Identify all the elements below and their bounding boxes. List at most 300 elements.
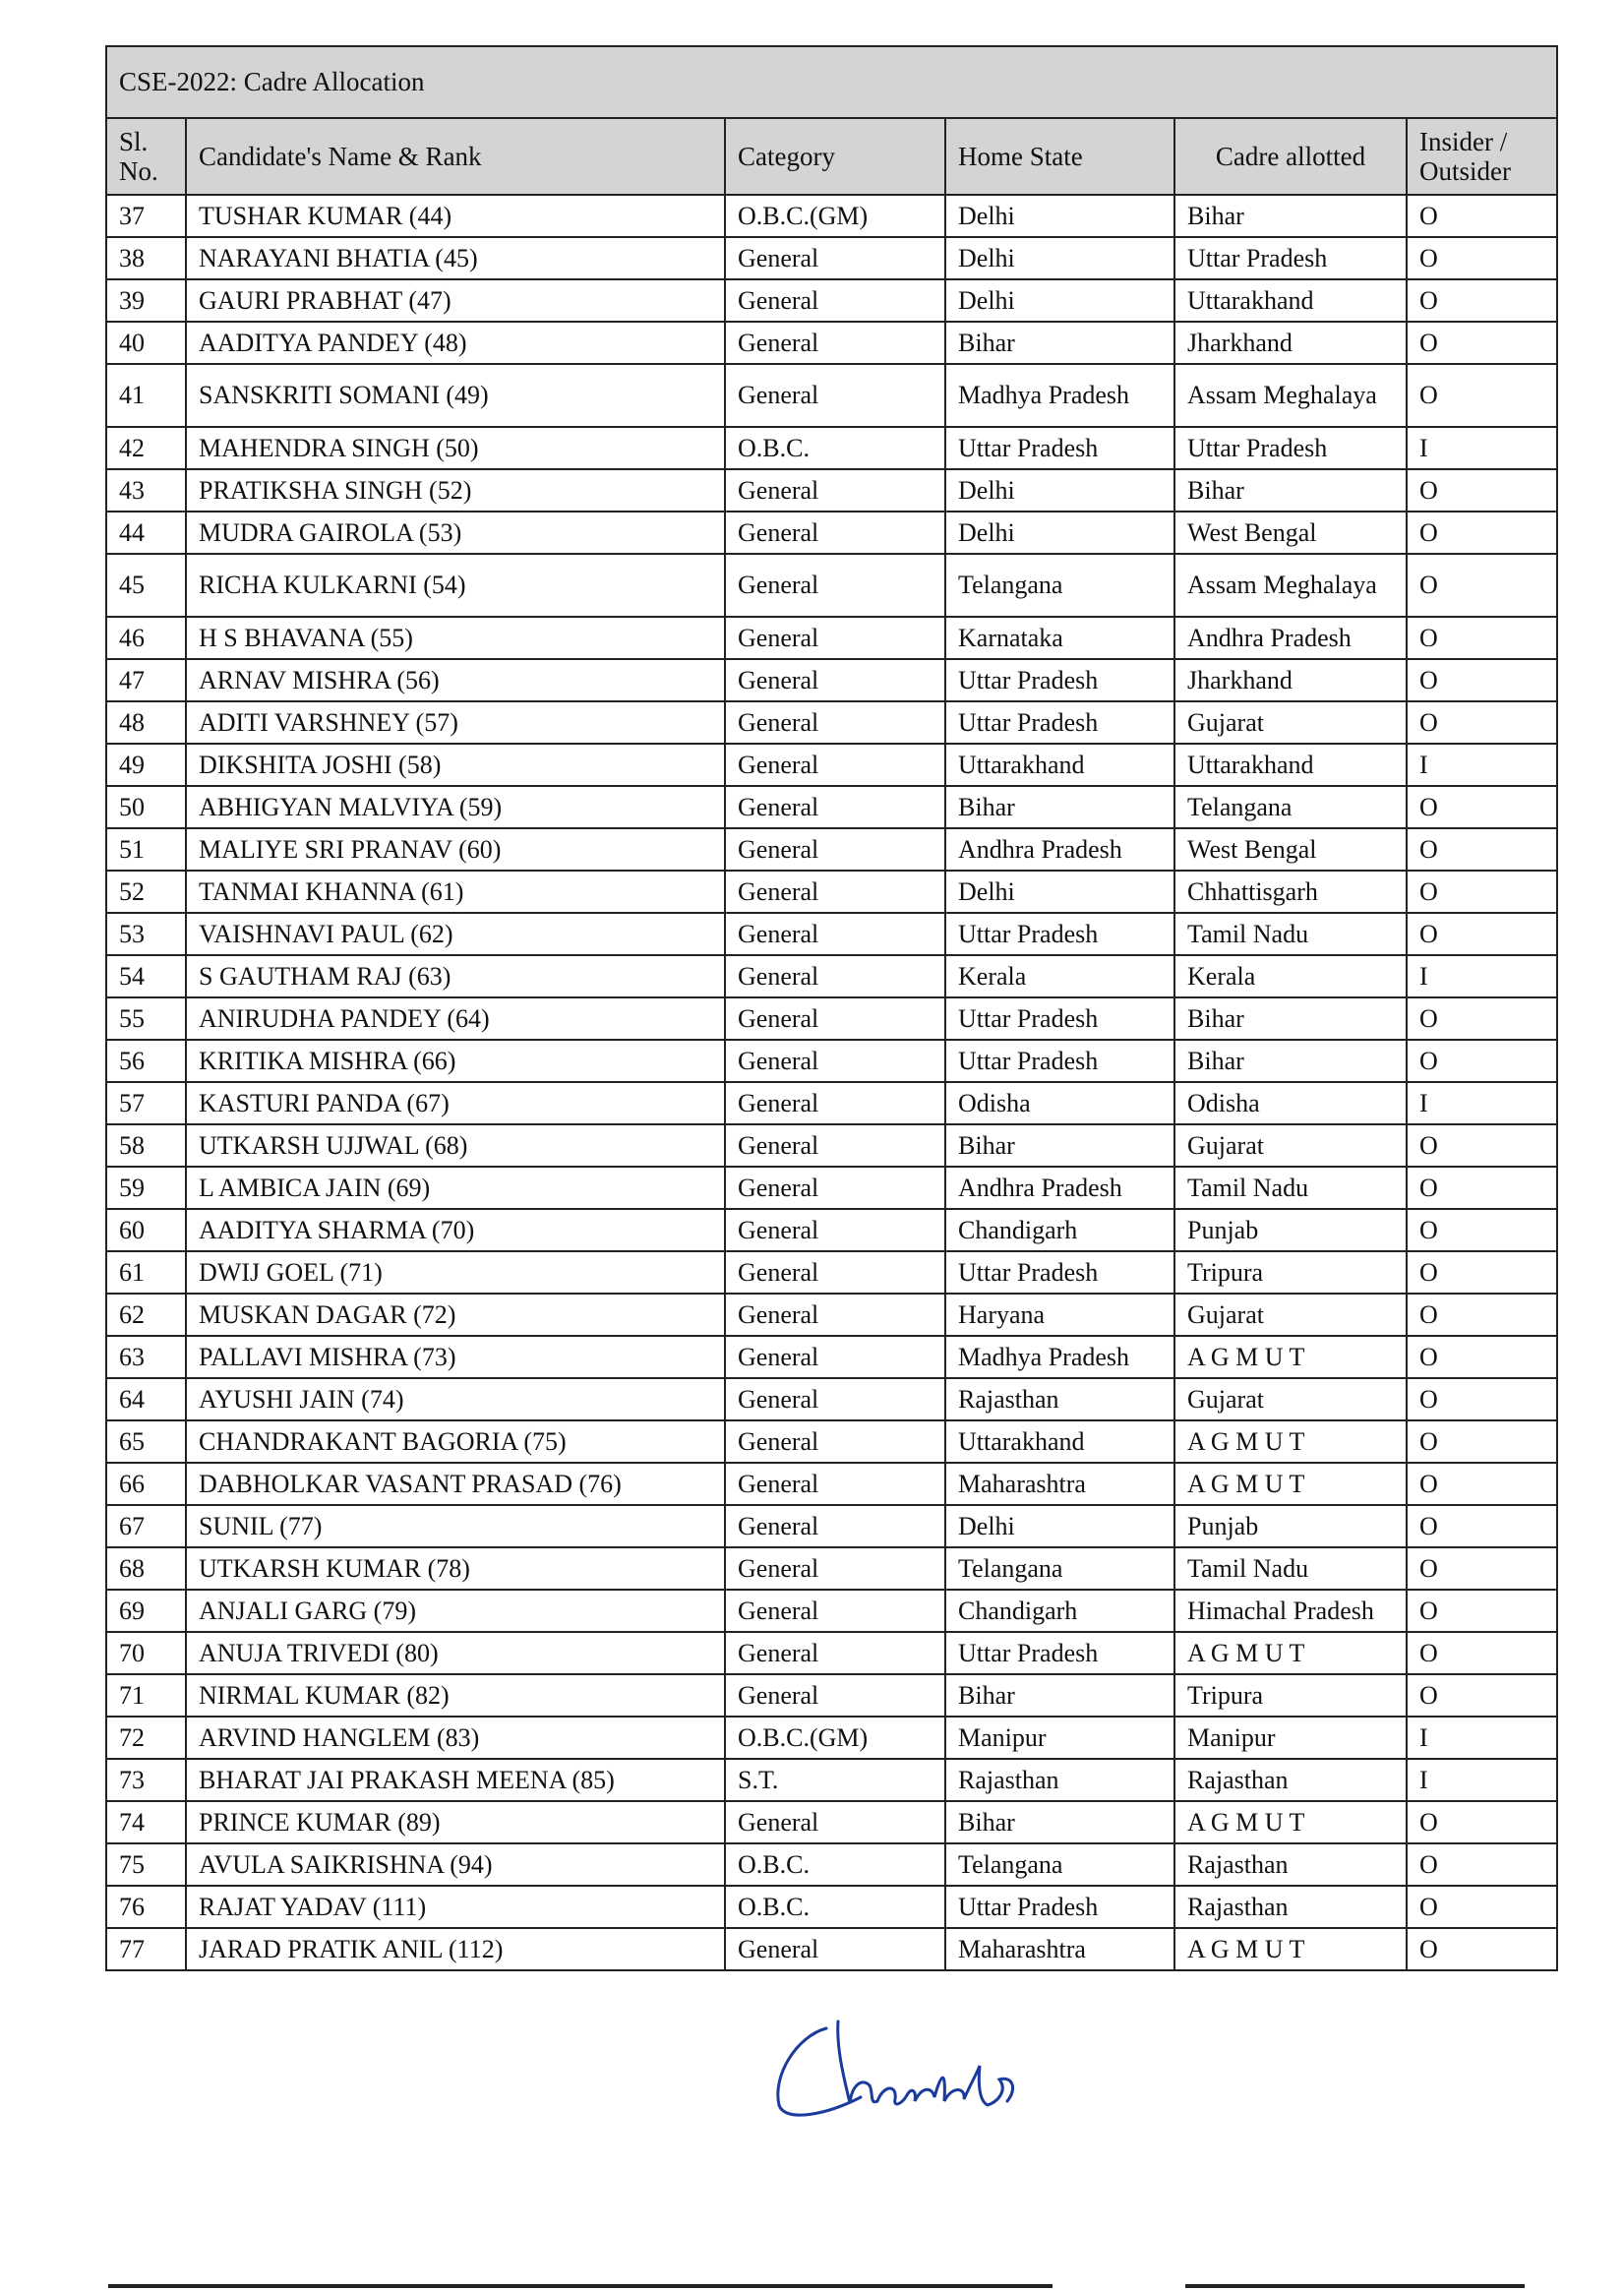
cadre-allotted-cell: Himachal Pradesh <box>1174 1590 1407 1632</box>
insider-outsider-cell: O <box>1407 1420 1557 1463</box>
table-row <box>106 786 1557 828</box>
sl-no-cell: 40 <box>106 322 186 364</box>
sl-no-cell: 54 <box>106 955 186 997</box>
table-row <box>106 828 1557 871</box>
home-state-cell: Uttar Pradesh <box>945 701 1174 744</box>
sl-no-cell: 69 <box>106 1590 186 1632</box>
footer-rule <box>108 2284 1053 2288</box>
table-row <box>106 1463 1557 1505</box>
sl-no-cell: 52 <box>106 871 186 913</box>
table-row <box>106 1505 1557 1547</box>
table-row <box>106 1674 1557 1717</box>
home-state-cell: Bihar <box>945 322 1174 364</box>
table-row <box>106 1378 1557 1420</box>
home-state-cell: Maharashtra <box>945 1463 1174 1505</box>
sl-no-cell: 41 <box>106 364 186 427</box>
home-state-cell: Uttar Pradesh <box>945 1040 1174 1082</box>
category-cell: General <box>725 237 945 279</box>
header-candidate-name: Candidate's Name & Rank <box>186 118 725 195</box>
sl-no-cell: 55 <box>106 997 186 1040</box>
table-row <box>106 1843 1557 1886</box>
category-cell: General <box>725 512 945 554</box>
category-cell: General <box>725 1124 945 1167</box>
candidate-name-cell: RICHA KULKARNI (54) <box>186 554 725 617</box>
cadre-allotted-cell: Jharkhand <box>1174 322 1407 364</box>
cadre-allotted-cell: Gujarat <box>1174 1294 1407 1336</box>
insider-outsider-cell: O <box>1407 1505 1557 1547</box>
insider-outsider-cell: O <box>1407 512 1557 554</box>
candidate-name-cell: CHANDRAKANT BAGORIA (75) <box>186 1420 725 1463</box>
candidate-name-cell: VAISHNAVI PAUL (62) <box>186 913 725 955</box>
insider-outsider-cell: I <box>1407 744 1557 786</box>
insider-outsider-cell: O <box>1407 997 1557 1040</box>
sl-no-cell: 42 <box>106 427 186 469</box>
insider-outsider-cell: O <box>1407 1167 1557 1209</box>
table-row <box>106 1167 1557 1209</box>
cadre-allotted-cell: Gujarat <box>1174 1378 1407 1420</box>
cadre-allotted-cell: Punjab <box>1174 1505 1407 1547</box>
table-row <box>106 1294 1557 1336</box>
sl-no-cell: 37 <box>106 195 186 237</box>
cadre-allotted-cell: West Bengal <box>1174 512 1407 554</box>
home-state-cell: Maharashtra <box>945 1928 1174 1970</box>
sl-no-cell: 48 <box>106 701 186 744</box>
category-cell: General <box>725 617 945 659</box>
category-cell: O.B.C. <box>725 427 945 469</box>
cadre-allocation-table <box>105 45 1558 1971</box>
cadre-allotted-cell: Bihar <box>1174 997 1407 1040</box>
candidate-name-cell: L AMBICA JAIN (69) <box>186 1167 725 1209</box>
sl-no-cell: 38 <box>106 237 186 279</box>
table-row <box>106 1928 1557 1970</box>
home-state-cell: Delhi <box>945 1505 1174 1547</box>
cadre-allotted-cell: Tamil Nadu <box>1174 913 1407 955</box>
header-insider-outsider: Insider / Outsider <box>1407 118 1557 195</box>
category-cell: General <box>725 786 945 828</box>
table-row <box>106 512 1557 554</box>
cadre-allotted-cell: A G M U T <box>1174 1632 1407 1674</box>
home-state-cell: Rajasthan <box>945 1759 1174 1801</box>
cadre-allotted-cell: Rajasthan <box>1174 1843 1407 1886</box>
table-row <box>106 364 1557 427</box>
table-row <box>106 1717 1557 1759</box>
home-state-cell: Delhi <box>945 469 1174 512</box>
home-state-cell: Chandigarh <box>945 1209 1174 1251</box>
cadre-allotted-cell: Andhra Pradesh <box>1174 617 1407 659</box>
category-cell: General <box>725 1167 945 1209</box>
header-cadre-allotted: Cadre allotted <box>1174 118 1407 195</box>
table-row <box>106 279 1557 322</box>
sl-no-cell: 53 <box>106 913 186 955</box>
table-row <box>106 955 1557 997</box>
insider-outsider-cell: O <box>1407 1463 1557 1505</box>
home-state-cell: Uttar Pradesh <box>945 913 1174 955</box>
sl-no-cell: 67 <box>106 1505 186 1547</box>
cadre-allotted-cell: Assam Meghalaya <box>1174 554 1407 617</box>
insider-outsider-cell: I <box>1407 955 1557 997</box>
insider-outsider-cell: O <box>1407 1336 1557 1378</box>
footer-rule <box>1185 2284 1525 2288</box>
cadre-allotted-cell: Uttar Pradesh <box>1174 237 1407 279</box>
sl-no-cell: 57 <box>106 1082 186 1124</box>
sl-no-cell: 70 <box>106 1632 186 1674</box>
insider-outsider-cell: O <box>1407 1632 1557 1674</box>
category-cell: O.B.C.(GM) <box>725 195 945 237</box>
sl-no-cell: 75 <box>106 1843 186 1886</box>
home-state-cell: Manipur <box>945 1717 1174 1759</box>
cadre-allotted-cell: Tamil Nadu <box>1174 1547 1407 1590</box>
sl-no-cell: 61 <box>106 1251 186 1294</box>
home-state-cell: Kerala <box>945 955 1174 997</box>
candidate-name-cell: SUNIL (77) <box>186 1505 725 1547</box>
sl-no-cell: 72 <box>106 1717 186 1759</box>
candidate-name-cell: KASTURI PANDA (67) <box>186 1082 725 1124</box>
insider-outsider-cell: I <box>1407 427 1557 469</box>
home-state-cell: Uttarakhand <box>945 1420 1174 1463</box>
header-home-state: Home State <box>945 118 1174 195</box>
sl-no-cell: 51 <box>106 828 186 871</box>
category-cell: General <box>725 469 945 512</box>
candidate-name-cell: TUSHAR KUMAR (44) <box>186 195 725 237</box>
cadre-allotted-cell: Odisha <box>1174 1082 1407 1124</box>
candidate-name-cell: KRITIKA MISHRA (66) <box>186 1040 725 1082</box>
cadre-allotted-cell: Tamil Nadu <box>1174 1167 1407 1209</box>
table-row <box>106 1040 1557 1082</box>
candidate-name-cell: ANIRUDHA PANDEY (64) <box>186 997 725 1040</box>
category-cell: General <box>725 1801 945 1843</box>
candidate-name-cell: ANUJA TRIVEDI (80) <box>186 1632 725 1674</box>
category-cell: O.B.C. <box>725 1843 945 1886</box>
sl-no-cell: 50 <box>106 786 186 828</box>
category-cell: General <box>725 1420 945 1463</box>
signature-image <box>767 2007 1062 2135</box>
cadre-allotted-cell: Jharkhand <box>1174 659 1407 701</box>
home-state-cell: Andhra Pradesh <box>945 828 1174 871</box>
category-cell: O.B.C.(GM) <box>725 1717 945 1759</box>
category-cell: General <box>725 1590 945 1632</box>
candidate-name-cell: JARAD PRATIK ANIL (112) <box>186 1928 725 1970</box>
insider-outsider-cell: I <box>1407 1759 1557 1801</box>
candidate-name-cell: DIKSHITA JOSHI (58) <box>186 744 725 786</box>
candidate-name-cell: UTKARSH KUMAR (78) <box>186 1547 725 1590</box>
cadre-allotted-cell: Bihar <box>1174 1040 1407 1082</box>
category-cell: General <box>725 1294 945 1336</box>
sl-no-cell: 74 <box>106 1801 186 1843</box>
insider-outsider-cell: O <box>1407 1674 1557 1717</box>
table-row <box>106 1759 1557 1801</box>
candidate-name-cell: RAJAT YADAV (111) <box>186 1886 725 1928</box>
table-body <box>106 195 1557 1970</box>
table-row <box>106 913 1557 955</box>
table-row <box>106 997 1557 1040</box>
candidate-name-cell: H S BHAVANA (55) <box>186 617 725 659</box>
candidate-name-cell: NARAYANI BHATIA (45) <box>186 237 725 279</box>
candidate-name-cell: ARNAV MISHRA (56) <box>186 659 725 701</box>
sl-no-cell: 44 <box>106 512 186 554</box>
category-cell: General <box>725 871 945 913</box>
candidate-name-cell: PRINCE KUMAR (89) <box>186 1801 725 1843</box>
table-row <box>106 1590 1557 1632</box>
table-row <box>106 1336 1557 1378</box>
candidate-name-cell: TANMAI KHANNA (61) <box>186 871 725 913</box>
insider-outsider-cell: O <box>1407 1378 1557 1420</box>
candidate-name-cell: NIRMAL KUMAR (82) <box>186 1674 725 1717</box>
home-state-cell: Bihar <box>945 1124 1174 1167</box>
cadre-allotted-cell: Manipur <box>1174 1717 1407 1759</box>
category-cell: General <box>725 659 945 701</box>
sl-no-cell: 68 <box>106 1547 186 1590</box>
category-cell: General <box>725 1378 945 1420</box>
home-state-cell: Delhi <box>945 871 1174 913</box>
home-state-cell: Andhra Pradesh <box>945 1167 1174 1209</box>
table-title: CSE-2022: Cadre Allocation <box>106 46 1557 118</box>
category-cell: General <box>725 1209 945 1251</box>
home-state-cell: Karnataka <box>945 617 1174 659</box>
cadre-allotted-cell: Uttar Pradesh <box>1174 427 1407 469</box>
cadre-allotted-cell: Rajasthan <box>1174 1759 1407 1801</box>
table-row <box>106 469 1557 512</box>
insider-outsider-cell: O <box>1407 701 1557 744</box>
sl-no-cell: 76 <box>106 1886 186 1928</box>
sl-no-cell: 62 <box>106 1294 186 1336</box>
category-cell: O.B.C. <box>725 1886 945 1928</box>
insider-outsider-cell: O <box>1407 828 1557 871</box>
cadre-allotted-cell: A G M U T <box>1174 1801 1407 1843</box>
candidate-name-cell: AYUSHI JAIN (74) <box>186 1378 725 1420</box>
candidate-name-cell: SANSKRITI SOMANI (49) <box>186 364 725 427</box>
category-cell: General <box>725 1928 945 1970</box>
category-cell: General <box>725 1082 945 1124</box>
category-cell: S.T. <box>725 1759 945 1801</box>
candidate-name-cell: MALIYE SRI PRANAV (60) <box>186 828 725 871</box>
home-state-cell: Madhya Pradesh <box>945 1336 1174 1378</box>
home-state-cell: Telangana <box>945 554 1174 617</box>
candidate-name-cell: DABHOLKAR VASANT PRASAD (76) <box>186 1463 725 1505</box>
table-row <box>106 1082 1557 1124</box>
cadre-allotted-cell: Kerala <box>1174 955 1407 997</box>
insider-outsider-cell: O <box>1407 1124 1557 1167</box>
home-state-cell: Telangana <box>945 1547 1174 1590</box>
table-row <box>106 1632 1557 1674</box>
insider-outsider-cell: I <box>1407 1717 1557 1759</box>
candidate-name-cell: MUDRA GAIROLA (53) <box>186 512 725 554</box>
insider-outsider-cell: O <box>1407 871 1557 913</box>
home-state-cell: Telangana <box>945 1843 1174 1886</box>
insider-outsider-cell: O <box>1407 1251 1557 1294</box>
category-cell: General <box>725 1463 945 1505</box>
document-page <box>105 45 1556 1971</box>
candidate-name-cell: ANJALI GARG (79) <box>186 1590 725 1632</box>
sl-no-cell: 64 <box>106 1378 186 1420</box>
category-cell: General <box>725 1040 945 1082</box>
insider-outsider-cell: O <box>1407 1590 1557 1632</box>
cadre-allotted-cell: Bihar <box>1174 469 1407 512</box>
home-state-cell: Madhya Pradesh <box>945 364 1174 427</box>
category-cell: General <box>725 1674 945 1717</box>
home-state-cell: Rajasthan <box>945 1378 1174 1420</box>
category-cell: General <box>725 1632 945 1674</box>
home-state-cell: Delhi <box>945 237 1174 279</box>
insider-outsider-cell: O <box>1407 554 1557 617</box>
insider-outsider-cell: I <box>1407 1082 1557 1124</box>
cadre-allotted-cell: Gujarat <box>1174 701 1407 744</box>
home-state-cell: Uttar Pradesh <box>945 997 1174 1040</box>
cadre-allotted-cell: West Bengal <box>1174 828 1407 871</box>
sl-no-cell: 73 <box>106 1759 186 1801</box>
sl-no-cell: 65 <box>106 1420 186 1463</box>
table-row <box>106 659 1557 701</box>
table-row <box>106 554 1557 617</box>
category-cell: General <box>725 744 945 786</box>
insider-outsider-cell: O <box>1407 1547 1557 1590</box>
candidate-name-cell: AADITYA PANDEY (48) <box>186 322 725 364</box>
sl-no-cell: 71 <box>106 1674 186 1717</box>
cadre-allotted-cell: Uttarakhand <box>1174 279 1407 322</box>
insider-outsider-cell: O <box>1407 469 1557 512</box>
home-state-cell: Bihar <box>945 1801 1174 1843</box>
cadre-allotted-cell: Assam Meghalaya <box>1174 364 1407 427</box>
insider-outsider-cell: O <box>1407 659 1557 701</box>
category-cell: General <box>725 1547 945 1590</box>
cadre-allotted-cell: A G M U T <box>1174 1336 1407 1378</box>
category-cell: General <box>725 1505 945 1547</box>
sl-no-cell: 39 <box>106 279 186 322</box>
table-row <box>106 1251 1557 1294</box>
cadre-allotted-cell: Rajasthan <box>1174 1886 1407 1928</box>
home-state-cell: Delhi <box>945 512 1174 554</box>
candidate-name-cell: AADITYA SHARMA (70) <box>186 1209 725 1251</box>
insider-outsider-cell: O <box>1407 322 1557 364</box>
category-cell: General <box>725 955 945 997</box>
candidate-name-cell: DWIJ GOEL (71) <box>186 1251 725 1294</box>
cadre-allotted-cell: A G M U T <box>1174 1928 1407 1970</box>
insider-outsider-cell: O <box>1407 1843 1557 1886</box>
insider-outsider-cell: O <box>1407 1801 1557 1843</box>
home-state-cell: Delhi <box>945 195 1174 237</box>
insider-outsider-cell: O <box>1407 279 1557 322</box>
home-state-cell: Uttar Pradesh <box>945 427 1174 469</box>
table-row <box>106 1801 1557 1843</box>
insider-outsider-cell: O <box>1407 1040 1557 1082</box>
home-state-cell: Bihar <box>945 786 1174 828</box>
table-row <box>106 871 1557 913</box>
insider-outsider-cell: O <box>1407 617 1557 659</box>
cadre-allotted-cell: A G M U T <box>1174 1463 1407 1505</box>
table-row <box>106 1124 1557 1167</box>
candidate-name-cell: PRATIKSHA SINGH (52) <box>186 469 725 512</box>
sl-no-cell: 58 <box>106 1124 186 1167</box>
candidate-name-cell: ARVIND HANGLEM (83) <box>186 1717 725 1759</box>
table-row <box>106 1547 1557 1590</box>
header-sl-no: Sl. No. <box>106 118 186 195</box>
insider-outsider-cell: O <box>1407 913 1557 955</box>
table-row <box>106 1209 1557 1251</box>
cadre-allotted-cell: Bihar <box>1174 195 1407 237</box>
cadre-allotted-cell: Tripura <box>1174 1674 1407 1717</box>
cadre-allotted-cell: Uttarakhand <box>1174 744 1407 786</box>
category-cell: General <box>725 701 945 744</box>
table-row <box>106 744 1557 786</box>
candidate-name-cell: MAHENDRA SINGH (50) <box>186 427 725 469</box>
sl-no-cell: 77 <box>106 1928 186 1970</box>
table-row <box>106 1420 1557 1463</box>
category-cell: General <box>725 913 945 955</box>
table-row <box>106 427 1557 469</box>
home-state-cell: Uttar Pradesh <box>945 659 1174 701</box>
sl-no-cell: 46 <box>106 617 186 659</box>
table-row <box>106 701 1557 744</box>
home-state-cell: Delhi <box>945 279 1174 322</box>
home-state-cell: Odisha <box>945 1082 1174 1124</box>
insider-outsider-cell: O <box>1407 786 1557 828</box>
insider-outsider-cell: O <box>1407 364 1557 427</box>
category-cell: General <box>725 322 945 364</box>
sl-no-cell: 59 <box>106 1167 186 1209</box>
sl-no-cell: 60 <box>106 1209 186 1251</box>
insider-outsider-cell: O <box>1407 1294 1557 1336</box>
home-state-cell: Uttar Pradesh <box>945 1251 1174 1294</box>
candidate-name-cell: MUSKAN DAGAR (72) <box>186 1294 725 1336</box>
table-row <box>106 1886 1557 1928</box>
table-row <box>106 237 1557 279</box>
sl-no-cell: 49 <box>106 744 186 786</box>
cadre-allotted-cell: Chhattisgarh <box>1174 871 1407 913</box>
category-cell: General <box>725 364 945 427</box>
candidate-name-cell: PALLAVI MISHRA (73) <box>186 1336 725 1378</box>
candidate-name-cell: S GAUTHAM RAJ (63) <box>186 955 725 997</box>
cadre-allotted-cell: Tripura <box>1174 1251 1407 1294</box>
table-row <box>106 195 1557 237</box>
cadre-allotted-cell: Gujarat <box>1174 1124 1407 1167</box>
candidate-name-cell: GAURI PRABHAT (47) <box>186 279 725 322</box>
category-cell: General <box>725 279 945 322</box>
header-category: Category <box>725 118 945 195</box>
insider-outsider-cell: O <box>1407 1928 1557 1970</box>
sl-no-cell: 66 <box>106 1463 186 1505</box>
category-cell: General <box>725 828 945 871</box>
candidate-name-cell: UTKARSH UJJWAL (68) <box>186 1124 725 1167</box>
category-cell: General <box>725 1251 945 1294</box>
home-state-cell: Chandigarh <box>945 1590 1174 1632</box>
category-cell: General <box>725 1336 945 1378</box>
sl-no-cell: 45 <box>106 554 186 617</box>
sl-no-cell: 43 <box>106 469 186 512</box>
home-state-cell: Uttar Pradesh <box>945 1632 1174 1674</box>
sl-no-cell: 56 <box>106 1040 186 1082</box>
insider-outsider-cell: O <box>1407 1886 1557 1928</box>
cadre-allotted-cell: Punjab <box>1174 1209 1407 1251</box>
sl-no-cell: 47 <box>106 659 186 701</box>
candidate-name-cell: ADITI VARSHNEY (57) <box>186 701 725 744</box>
category-cell: General <box>725 554 945 617</box>
cadre-allotted-cell: A G M U T <box>1174 1420 1407 1463</box>
home-state-cell: Uttarakhand <box>945 744 1174 786</box>
home-state-cell: Bihar <box>945 1674 1174 1717</box>
home-state-cell: Haryana <box>945 1294 1174 1336</box>
insider-outsider-cell: O <box>1407 195 1557 237</box>
insider-outsider-cell: O <box>1407 1209 1557 1251</box>
category-cell: General <box>725 997 945 1040</box>
cadre-allotted-cell: Telangana <box>1174 786 1407 828</box>
insider-outsider-cell: O <box>1407 237 1557 279</box>
sl-no-cell: 63 <box>106 1336 186 1378</box>
table-row <box>106 322 1557 364</box>
home-state-cell: Uttar Pradesh <box>945 1886 1174 1928</box>
candidate-name-cell: AVULA SAIKRISHNA (94) <box>186 1843 725 1886</box>
table-row <box>106 617 1557 659</box>
candidate-name-cell: ABHIGYAN MALVIYA (59) <box>186 786 725 828</box>
candidate-name-cell: BHARAT JAI PRAKASH MEENA (85) <box>186 1759 725 1801</box>
